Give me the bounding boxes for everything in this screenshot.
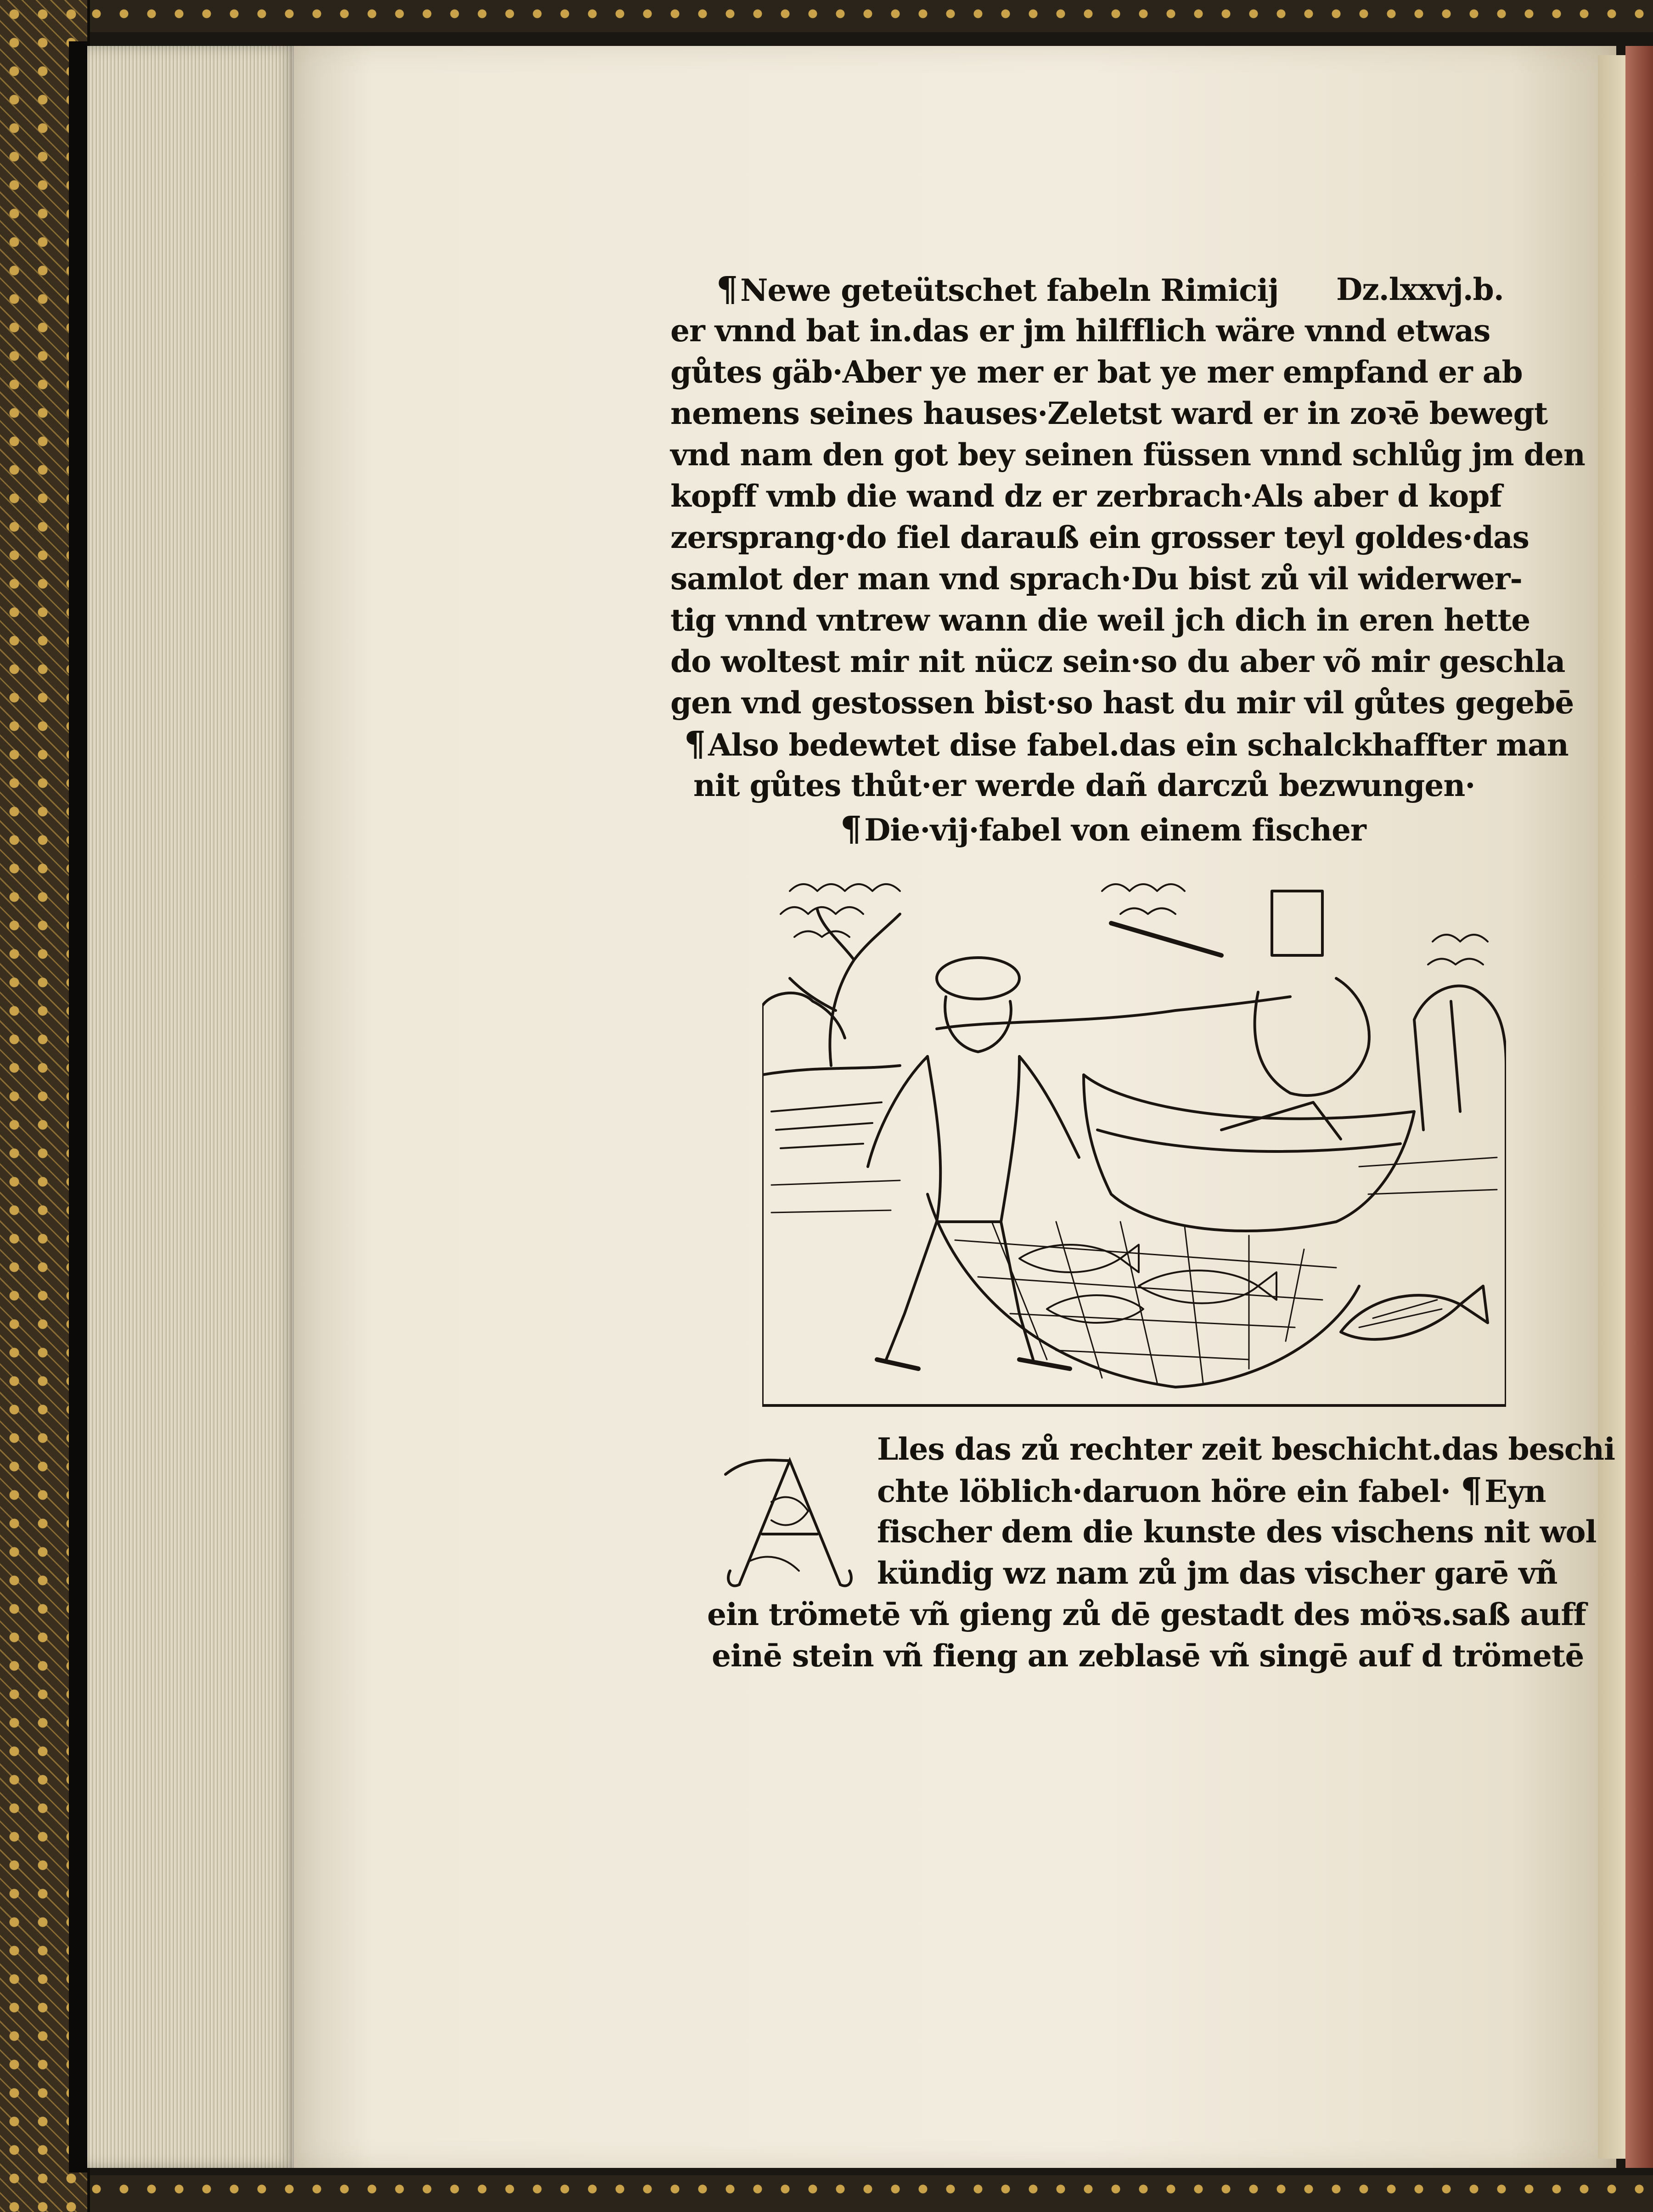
body-line: zersprang·do fiel darauß ein grosser teyl goldes·das — [670, 519, 1529, 555]
fable-heading — [840, 808, 1437, 850]
page-block-edges — [87, 46, 298, 2168]
body-line: er vnnd bat in.das er jm hilfflich wäre vnnd etwas — [670, 313, 1490, 349]
moral-block — [684, 723, 1569, 806]
fable-line: ein trömetē vñ gieng zů dē gestadt des möꝛs.saß auff — [707, 1597, 1586, 1632]
fable-line: fischer dem die kunste des vischens nit wol — [877, 1514, 1597, 1550]
cover-right-edge — [1625, 46, 1653, 2168]
fable-line: Lles das zů rechter zeit beschicht.das beschi — [877, 1431, 1615, 1467]
body-line: samlot der man vnd sprach·Du bist zů vil widerwer- — [670, 561, 1522, 597]
running-header — [716, 269, 1543, 310]
body-line: do woltest mir nit nücz sein·so du aber võ mir geschla — [670, 643, 1565, 679]
paragraph-mark-icon: ¶ — [1460, 1471, 1482, 1510]
running-title: Newe geteütschet fabeln Rimicij — [740, 272, 1279, 308]
paragraph-mark-icon: ¶ — [840, 809, 862, 849]
paragraph-mark-icon: ¶ — [716, 270, 738, 309]
fable-line: chte löblich·daruon höre ein fabel· — [877, 1473, 1451, 1509]
moral-line: nit gůtes thůt·er werde dañ darczů bezwungen· — [693, 767, 1475, 803]
woodcut-fisherman-illustration — [762, 873, 1506, 1424]
body-line: gen vnd gestossen bist·so hast du mir vil gůtes gegebē — [670, 685, 1574, 721]
cover-hinge — [69, 41, 87, 2172]
paragraph-mark-icon: ¶ — [684, 724, 706, 764]
moral-line: Also bedewtet dise fabel.das ein schalckhaffter man — [708, 727, 1569, 763]
cover-bottom-border — [0, 2175, 1653, 2212]
body-line: gůtes gäb·Aber ye mer er bat ye mer empfand er ab — [670, 354, 1523, 390]
fable-line: einē stein vñ fieng an zeblasē vñ singē auf d trömetē — [712, 1638, 1584, 1674]
body-line: tig vnnd vntrew wann die weil jch dich in eren hette — [670, 602, 1530, 638]
fable-inline-word: Eyn — [1484, 1473, 1546, 1509]
body-line: nemens seines hauses·Zeletst ward er in zoꝛē bewegt — [670, 395, 1548, 431]
folio-number: Dz.lxxvj.b. — [1336, 271, 1504, 307]
body-text-block — [670, 310, 1585, 723]
facing-page-edge — [1598, 55, 1625, 2159]
fable-heading-text: Die·vij·fabel von einem fischer — [864, 812, 1366, 848]
fable-text-block — [707, 1428, 1615, 1686]
body-line: vnd nam den got bey seinen füssen vnnd schlůg jm den — [670, 437, 1585, 473]
cover-top-border — [0, 0, 1653, 32]
body-line: kopff vmb die wand dz er zerbrach·Als aber d kopf — [670, 478, 1502, 514]
fable-line: kündig wz nam zů jm das vischer garē vñ — [877, 1555, 1557, 1591]
